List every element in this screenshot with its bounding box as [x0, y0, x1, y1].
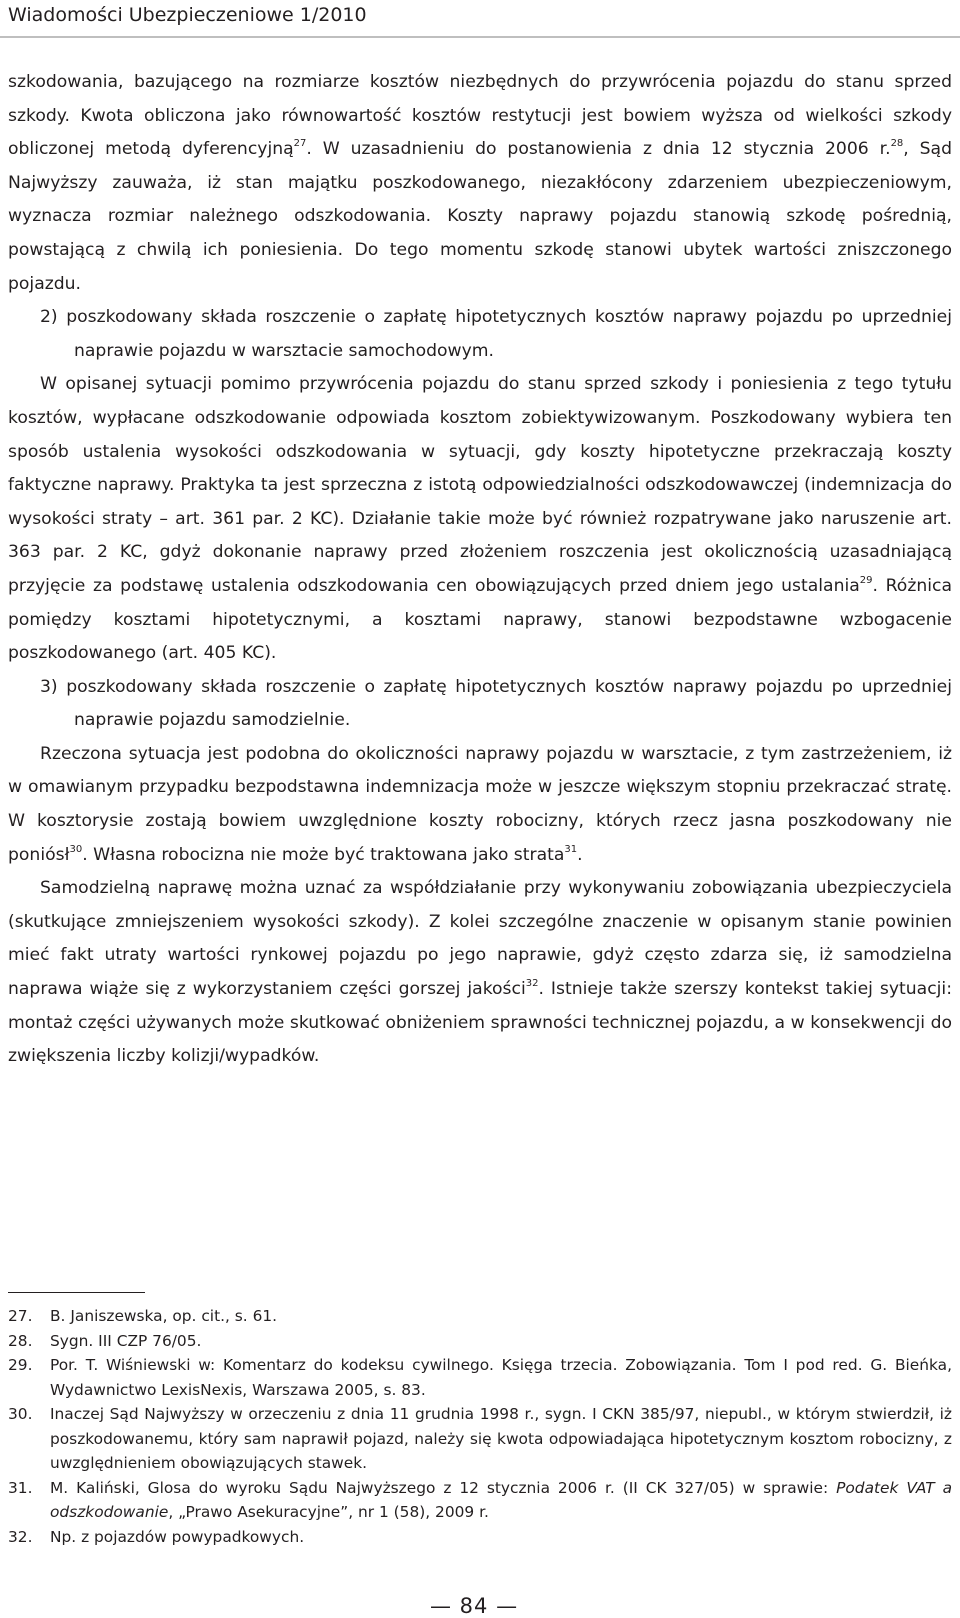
- footnote-ref: 31: [564, 843, 578, 855]
- footnote-text: Por. T. Wiśniewski w: Komentarz do kodeksu cywilnego. Księga trzecia. Zobowiązania. Tom I pod red. G. Bieńka, Wydawnictwo LexisNexis, Warszawa 2005, s. 83.: [50, 1356, 952, 1399]
- running-header: [0, 0, 960, 38]
- text-span: , „Prawo Asekuracyjne”, nr 1 (58), 2009 r.: [168, 1503, 489, 1521]
- list-item: 3) poszkodowany składa roszczenie o zapłatę hipotetycznych kosztów naprawy pojazdu po uprzedniej naprawie pojazdu samodzielnie.: [40, 676, 952, 731]
- paragraph: [8, 66, 952, 301]
- text-span: szkodowania, bazującego na rozmiarze kosztów niezbędnych do przywrócenia pojazdu do stanu sprzed szkody. Kwota obliczona jako równowartość kosztów restytucji jest bowiem wyższa od wielkości szkody obliczonej metodą dyferencyjną: [8, 72, 952, 160]
- footnote-ref: 30: [69, 843, 83, 855]
- footnotes: [8, 1304, 952, 1549]
- text-span: .: [577, 844, 583, 865]
- footnote: [8, 1353, 952, 1402]
- page-number: — 84 —: [430, 1594, 519, 1618]
- footnote-text: [50, 1476, 952, 1525]
- footnote-ref: 29: [859, 575, 873, 587]
- footnote-number: 29.: [8, 1356, 33, 1374]
- footnote-number: 30.: [8, 1405, 33, 1423]
- paragraph: [8, 738, 952, 872]
- footnote-number: 27.: [8, 1307, 33, 1325]
- footnote-text: B. Janiszewska, op. cit., s. 61.: [50, 1307, 278, 1325]
- text-span: , Sąd Najwyższy zauważa, iż stan majątku poszkodowanego, niezakłócony zdarzeniem ubezpieczeniowym, wyznacza rozmiar należnego odszkodowania. Koszty naprawy pojazdu stanowią szkodę pośrednią, powstającą z chwilą ich poniesienia. Do tego momentu szkodę stanowi ubytek wartości zniszczonego pojazdu.: [8, 139, 952, 294]
- paragraph: [8, 872, 952, 1074]
- footnote-divider: [8, 1292, 145, 1293]
- footnote: [8, 1476, 952, 1525]
- footnote-ref: 32: [525, 978, 539, 990]
- text-span: . Różnica pomiędzy kosztami hipotetycznymi, a kosztami naprawy, stanowi bezpodstawne wzbogacenie poszkodowanego (art. 405 KC).: [8, 575, 952, 664]
- footnote-number: 32.: [8, 1527, 33, 1546]
- text-span: M. Kaliński, Glosa do wyroku Sądu Najwyższego z 12 stycznia 2006 r. (II CK 327/05) w sprawie:: [50, 1478, 837, 1497]
- text-span: Samodzielną naprawę można uznać za współdziałanie przy wykonywaniu zobowiązania ubezpieczyciela (skutkujące zmniejszeniem wysokości szkody). Z kolei szczególne znaczenie w opisanym stanie powinien mieć fakt utraty wartości rynkowej pojazdu po jego naprawie, gdyż często zdarza się, iż samodzielna naprawa wiąże się z wykorzystaniem części gorszej jakości: [8, 878, 952, 1000]
- italic-title: Podatek VAT a odszkodowanie: [50, 1478, 952, 1521]
- paragraph: [8, 368, 952, 670]
- footnote: [8, 1525, 952, 1550]
- footnote: [8, 1329, 952, 1354]
- list-item: 2) poszkodowany składa roszczenie o zapłatę hipotetycznych kosztów naprawy pojazdu po uprzedniej naprawie pojazdu w warsztacie samochodowym.: [40, 307, 952, 361]
- footnote: [8, 1304, 952, 1329]
- text-span: . Istnieje także szerszy kontekst takiej sytuacji: montaż części używanych może skutkować obniżeniem sprawności technicznej pojazdu, a w konsekwencji do zwiększenia liczby kolizji/wypadków.: [8, 979, 952, 1067]
- footnote-number: 31.: [8, 1478, 33, 1497]
- footnote: [8, 1402, 952, 1476]
- footnote-ref: 28: [890, 138, 904, 150]
- text-span: Rzeczona sytuacja jest podobna do okoliczności naprawy pojazdu w warsztacie, z tym zastrzeżeniem, iż w omawianym przypadku bezpodstawna indemnizacja może w jeszcze większym stopniu przekraczać stratę. W kosztorysie zostają bowiem uwzględnione koszty robocizny, których rzecz jasna poszkodowany nie poniósł: [8, 743, 952, 865]
- footnote-text: Inaczej Sąd Najwyższy w orzeczeniu z dnia 11 grudnia 1998 r., sygn. I CKN 385/97, niepubl., w którym stwierdził, iż poszkodowanemu, który sam naprawił pojazd, należy się kwota odpowiadająca hipotetycznym kosztom robocizny, z uwzględnieniem obowiązujących stawek.: [50, 1405, 952, 1472]
- footnote-ref: 27: [293, 138, 307, 150]
- text-span: . Własna robocizna nie może być traktowana jako strata: [82, 844, 565, 865]
- footnote-text: Sygn. III CZP 76/05.: [50, 1331, 202, 1350]
- journal-title: Wiadomości Ubezpieczeniowe 1/2010: [8, 4, 367, 26]
- text-span: . W uzasadnieniu do postanowienia z dnia 12 stycznia 2006 r.: [306, 139, 891, 160]
- footnote-number: 28.: [8, 1331, 33, 1350]
- text-span: W opisanej sytuacji pomimo przywrócenia pojazdu do stanu sprzed szkody i poniesienia z tego tytułu kosztów, wypłacane odszkodowanie odpowiada kosztom zobiektywizowanym. Poszkodowany wybiera ten sposób ustalenia wysokości odszkodowania w sytuacji, gdy koszty hipotetyczne przekraczają koszty faktyczne naprawy. Praktyka ta jest sprzeczna z istotą odpowiedzialności odszkodowawczej (indemnizacja do wysokości straty – art. 361 par. 2 KC). Działanie takie może być również rozpatrywane jako naruszenie art. 363 par. 2 KC, gdyż dokonanie naprawy przed złożeniem roszczenia jest okolicznością uzasadniającą przyjęcie za podstawę ustalenia odszkodowania cen obowiązujących przed dniem jego ustalania: [8, 374, 952, 596]
- main-text: [8, 66, 952, 1074]
- footnote-text: Np. z pojazdów powypadkowych.: [50, 1527, 305, 1546]
